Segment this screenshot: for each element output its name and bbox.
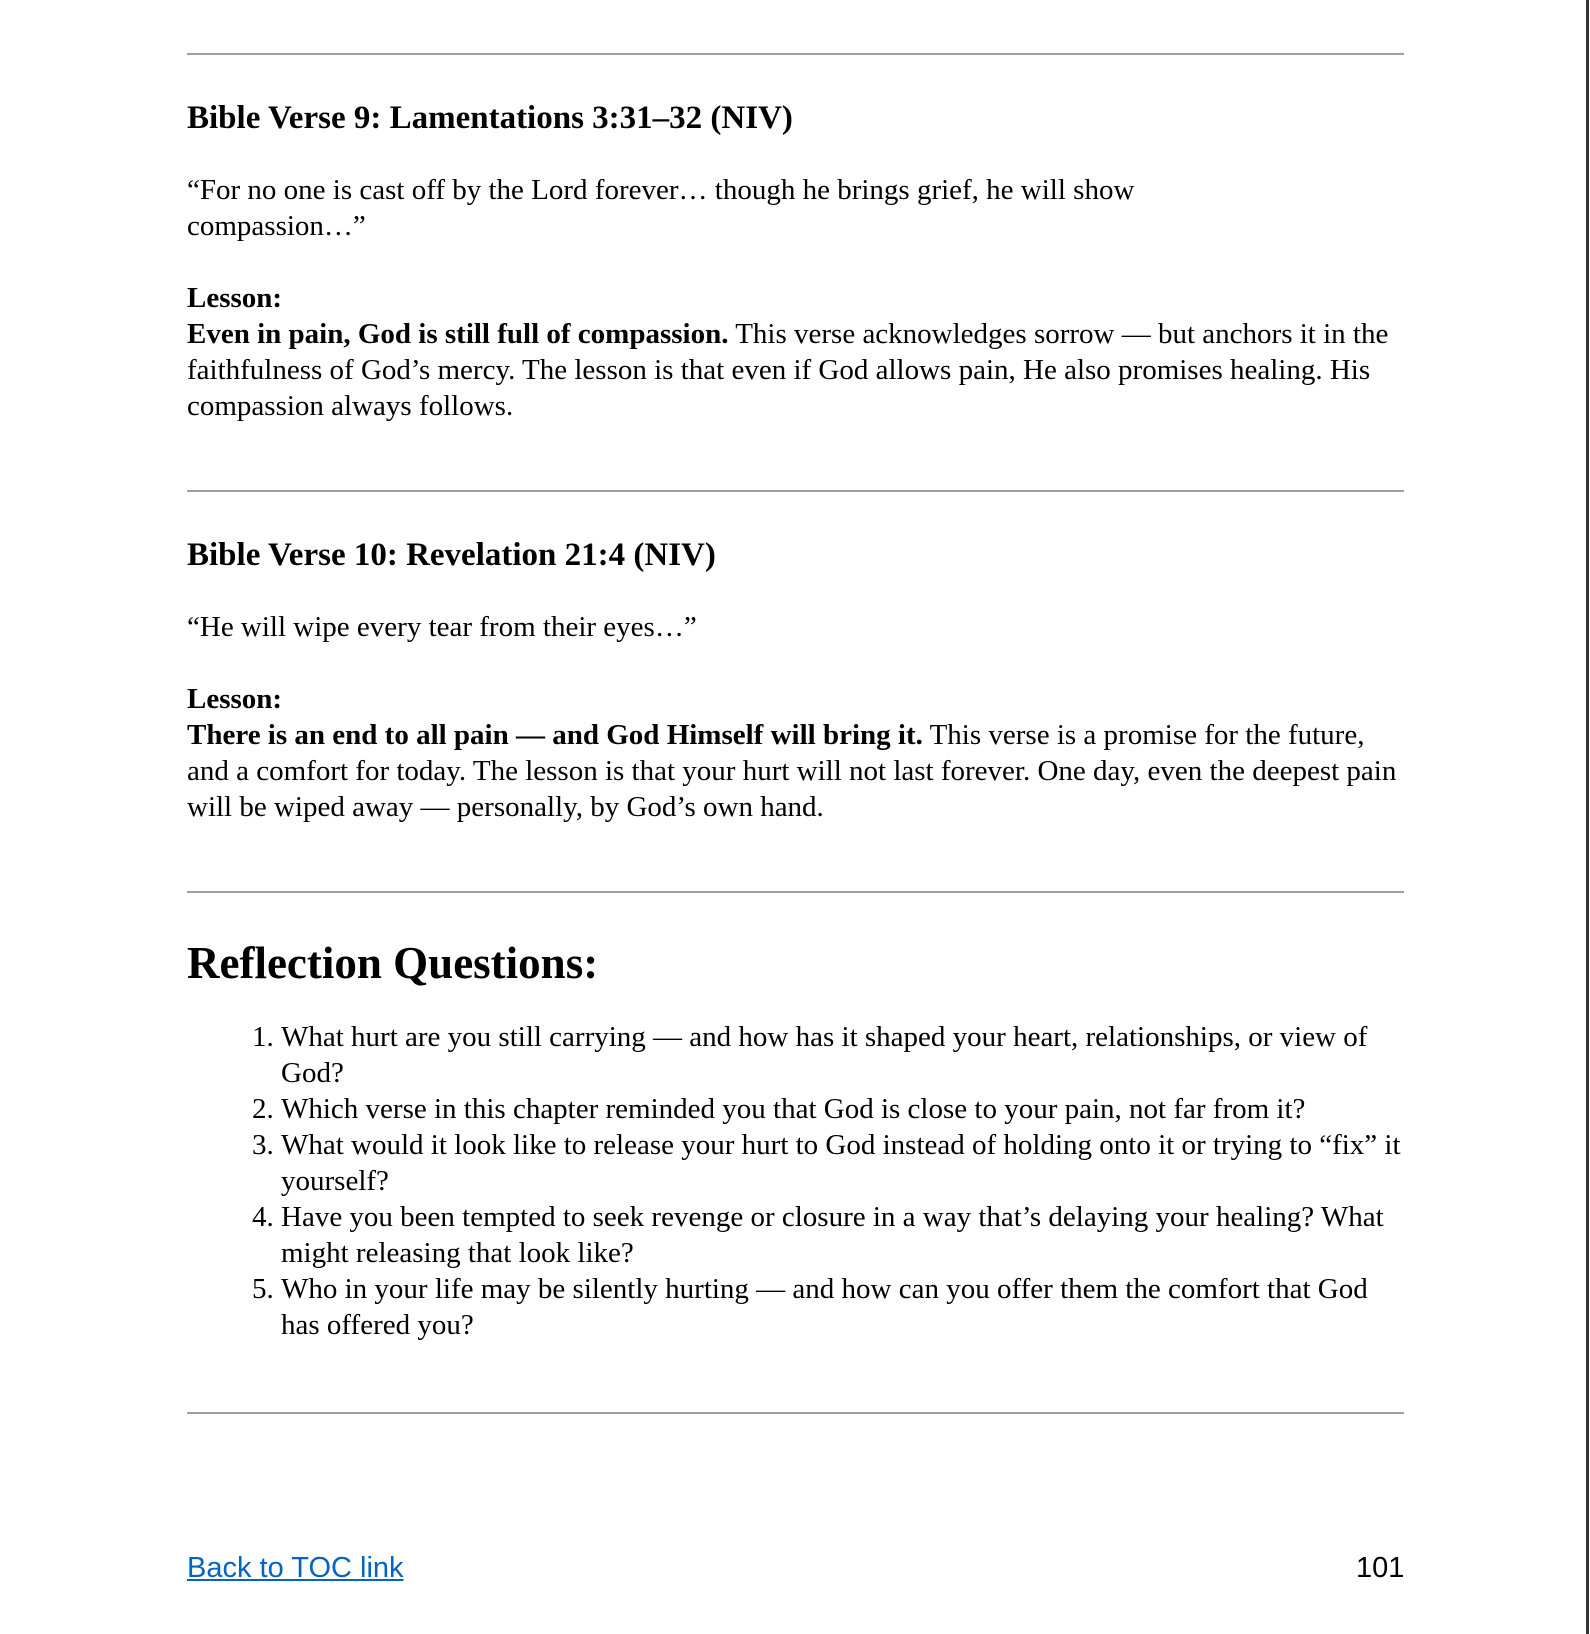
verse-9-heading: Bible Verse 9: Lamentations 3:31–32 (NIV) [187, 100, 793, 136]
verse-9-lesson [187, 316, 1407, 424]
reflection-heading: Reflection Questions: [187, 938, 599, 988]
verse-10-quote: “He will wipe every tear from their eyes…” [187, 611, 697, 643]
back-to-toc-link[interactable]: Back to TOC link [187, 1552, 404, 1584]
reflection-list [187, 1019, 1407, 1343]
verse-10-heading: Bible Verse 10: Revelation 21:4 (NIV) [187, 537, 716, 573]
divider [187, 891, 1404, 893]
page-edge [1586, 0, 1589, 1634]
verse-9-lesson-text: This verse acknowledges sorrow — but anchors it in the faithfulness of God’s mercy. The lesson is that even if God allows pain, He also promises healing. His compassion always follows. [187, 318, 1389, 422]
divider [187, 1412, 1404, 1414]
verse-10-lesson-text: This verse is a promise for the future, and a comfort for today. The lesson is that your hurt will not last forever. One day, even the deepest pain will be wiped away — personally, by God’s own hand. [187, 719, 1397, 823]
verse-9-lesson-bold: Even in pain, God is still full of compassion. [187, 318, 729, 350]
page-number: 101 [1356, 1552, 1405, 1584]
verse-10-section [187, 535, 1407, 825]
verse-10-lesson-label: Lesson: [187, 683, 283, 715]
verse-9-section [187, 98, 1407, 424]
verse-10-lesson [187, 717, 1407, 825]
verse-9-quote: “For no one is cast off by the Lord forever… though he brings grief, he will show compassion…” [187, 174, 1135, 242]
verse-10-lesson-bold: There is an end to all pain — and God Himself will bring it. [187, 719, 923, 751]
reflection-section [187, 937, 1407, 1343]
list-item: 4. Have you been tempted to seek revenge or closure in a way that’s delaying your healing? What might releasing that look like? [281, 1199, 1407, 1271]
divider [187, 490, 1404, 492]
list-item: 1. What hurt are you still carrying — and how has it shaped your heart, relationships, or view of God? [281, 1019, 1407, 1091]
verse-9-lesson-label: Lesson: [187, 282, 283, 314]
list-item: 5. Who in your life may be silently hurting — and how can you offer them the comfort that God has offered you? [281, 1271, 1407, 1343]
divider [187, 53, 1404, 55]
list-item: 3. What would it look like to release your hurt to God instead of holding onto it or trying to “fix” it yourself? [281, 1127, 1407, 1199]
list-item: 2. Which verse in this chapter reminded you that God is close to your pain, not far from it? [281, 1091, 1407, 1127]
